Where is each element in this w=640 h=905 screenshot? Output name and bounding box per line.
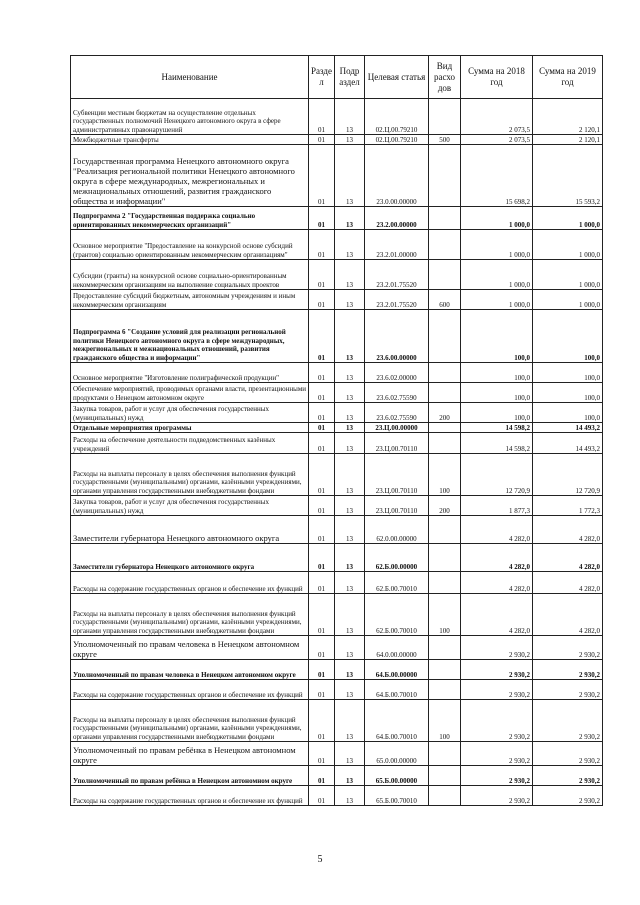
row-sum-2018-cell: 2 930,2 xyxy=(461,660,533,680)
row-target-article-cell: 64.Б.00.70010 xyxy=(365,680,429,700)
header-expense-type: Вид расхо дов xyxy=(429,56,461,99)
row-name-cell: Закупка товаров, работ и услуг для обеспечения государственных (муниципальных) нужд xyxy=(71,403,309,423)
row-expense-type-cell xyxy=(429,363,461,383)
row-sum-2019-cell: 1 772,3 xyxy=(533,496,603,516)
row-target-article-cell: 23.0.00.00000 xyxy=(365,145,429,207)
row-name-cell: Подпрограмма 6 "Создание условий для реализации региональной политики Ненецкого автономного округа в сфере международных, межрегиональных и межнациональных отношений, развития гражданского общества и информации" xyxy=(71,310,309,363)
row-expense-type-cell xyxy=(429,423,461,433)
row-target-article-cell: 02.Ц.00.79210 xyxy=(365,99,429,135)
row-razdel-cell: 01 xyxy=(309,766,335,786)
row-sum-2019-cell: 2 120,1 xyxy=(533,99,603,135)
row-sum-2019-cell: 1 000,0 xyxy=(533,290,603,310)
row-razdel-cell: 01 xyxy=(309,135,335,145)
row-expense-type-cell xyxy=(429,516,461,544)
row-razdel-cell: 01 xyxy=(309,700,335,742)
row-podrazdel-cell: 13 xyxy=(335,700,365,742)
row-sum-2019-cell: 2 930,2 xyxy=(533,660,603,680)
table-row xyxy=(71,207,603,230)
row-target-article-cell: 23.6.02.75590 xyxy=(365,403,429,423)
row-razdel-cell: 01 xyxy=(309,660,335,680)
row-sum-2019-cell: 1 000,0 xyxy=(533,207,603,230)
row-expense-type-cell xyxy=(429,742,461,766)
row-razdel-cell: 01 xyxy=(309,383,335,403)
row-podrazdel-cell: 13 xyxy=(335,454,365,496)
row-podrazdel-cell: 13 xyxy=(335,766,365,786)
table-row xyxy=(71,516,603,544)
table-row xyxy=(71,660,603,680)
row-expense-type-cell xyxy=(429,207,461,230)
row-podrazdel-cell: 13 xyxy=(335,636,365,660)
row-sum-2018-cell: 2 930,2 xyxy=(461,680,533,700)
row-target-article-cell: 02.Ц.00.79210 xyxy=(365,135,429,145)
row-name-cell: Субвенции местным бюджетам на осуществление отдельных государственных полномочий Ненецкого автономного округа в сфере административных правонарушений xyxy=(71,99,309,135)
table-row xyxy=(71,403,603,423)
table-row xyxy=(71,680,603,700)
row-expense-type-cell xyxy=(429,260,461,290)
row-name-cell: Основное мероприятие "Изготовление полиграфической продукции" xyxy=(71,363,309,383)
row-expense-type-cell xyxy=(429,99,461,135)
row-name-cell: Заместители губернатора Ненецкого автономного округа xyxy=(71,544,309,572)
row-name-cell: Государственная программа Ненецкого автономного округа "Реализация региональной политики Ненецкого автономного округа в сфере международных, межрегиональных и межнациональных отношений, развития гражданского общества и информации" xyxy=(71,145,309,207)
row-razdel-cell: 01 xyxy=(309,145,335,207)
row-podrazdel-cell: 13 xyxy=(335,99,365,135)
row-name-cell: Предоставление субсидий бюджетным, автономным учреждениям и иным некоммерческим организациям xyxy=(71,290,309,310)
row-target-article-cell: 23.Ц.00.70110 xyxy=(365,433,429,454)
row-expense-type-cell xyxy=(429,766,461,786)
table-row xyxy=(71,99,603,135)
row-podrazdel-cell: 13 xyxy=(335,433,365,454)
row-target-article-cell: 23.6.02.00000 xyxy=(365,363,429,383)
row-sum-2018-cell: 4 282,0 xyxy=(461,572,533,594)
row-name-cell: Субсидии (гранты) на конкурсной основе социально-ориентированным некоммерческим организациям на выполнение социальных проектов xyxy=(71,260,309,290)
row-sum-2019-cell: 100,0 xyxy=(533,310,603,363)
row-sum-2018-cell: 2 930,2 xyxy=(461,766,533,786)
row-sum-2018-cell: 4 282,0 xyxy=(461,544,533,572)
row-target-article-cell: 65.Б.00.00000 xyxy=(365,766,429,786)
row-sum-2018-cell: 1 000,0 xyxy=(461,230,533,260)
row-podrazdel-cell: 13 xyxy=(335,572,365,594)
table-row xyxy=(71,433,603,454)
row-name-cell: Уполномоченный по правам человека в Ненецком автономном округе xyxy=(71,660,309,680)
row-sum-2019-cell: 4 282,0 xyxy=(533,516,603,544)
row-podrazdel-cell: 13 xyxy=(335,383,365,403)
row-podrazdel-cell: 13 xyxy=(335,207,365,230)
row-sum-2019-cell: 100,0 xyxy=(533,363,603,383)
row-podrazdel-cell: 13 xyxy=(335,680,365,700)
row-podrazdel-cell: 13 xyxy=(335,230,365,260)
row-razdel-cell: 01 xyxy=(309,594,335,636)
row-razdel-cell: 01 xyxy=(309,290,335,310)
table-row xyxy=(71,636,603,660)
row-razdel-cell: 01 xyxy=(309,403,335,423)
table-row xyxy=(71,454,603,496)
row-sum-2019-cell: 2 120,1 xyxy=(533,135,603,145)
row-target-article-cell: 64.Б.00.70010 xyxy=(365,700,429,742)
table-row xyxy=(71,145,603,207)
row-target-article-cell: 62.0.00.00000 xyxy=(365,516,429,544)
row-podrazdel-cell: 13 xyxy=(335,660,365,680)
row-sum-2018-cell: 1 877,3 xyxy=(461,496,533,516)
header-podrazdel: Подр аздел xyxy=(335,56,365,99)
row-target-article-cell: 23.Ц.00.70110 xyxy=(365,496,429,516)
row-target-article-cell: 23.6.02.75590 xyxy=(365,383,429,403)
row-podrazdel-cell: 13 xyxy=(335,290,365,310)
row-razdel-cell: 01 xyxy=(309,454,335,496)
row-expense-type-cell xyxy=(429,230,461,260)
row-razdel-cell: 01 xyxy=(309,423,335,433)
row-name-cell: Расходы на содержание государственных органов и обеспечение их функций xyxy=(71,680,309,700)
row-expense-type-cell xyxy=(429,786,461,806)
row-razdel-cell: 01 xyxy=(309,636,335,660)
row-name-cell: Расходы на содержание государственных органов и обеспечение их функций xyxy=(71,786,309,806)
row-expense-type-cell: 200 xyxy=(429,496,461,516)
row-podrazdel-cell: 13 xyxy=(335,423,365,433)
row-razdel-cell: 01 xyxy=(309,433,335,454)
row-sum-2018-cell: 100,0 xyxy=(461,403,533,423)
table-row xyxy=(71,260,603,290)
row-expense-type-cell xyxy=(429,383,461,403)
row-name-cell: Обеспечение мероприятий, проводимых органами власти, презентационными продуктами о Ненецком автономном округе xyxy=(71,383,309,403)
row-razdel-cell: 01 xyxy=(309,260,335,290)
row-podrazdel-cell: 13 xyxy=(335,260,365,290)
row-expense-type-cell xyxy=(429,636,461,660)
table-row xyxy=(71,310,603,363)
table-row xyxy=(71,290,603,310)
row-podrazdel-cell: 13 xyxy=(335,496,365,516)
row-name-cell: Уполномоченный по правам ребёнка в Ненецком автономном округе xyxy=(71,766,309,786)
row-sum-2019-cell: 1 000,0 xyxy=(533,260,603,290)
row-sum-2018-cell: 2 930,2 xyxy=(461,742,533,766)
row-sum-2018-cell: 2 930,2 xyxy=(461,786,533,806)
row-podrazdel-cell: 13 xyxy=(335,786,365,806)
row-target-article-cell: 64.0.00.00000 xyxy=(365,636,429,660)
table-row xyxy=(71,700,603,742)
row-name-cell: Уполномоченный по правам ребёнка в Ненецком автономном округе xyxy=(71,742,309,766)
table-row xyxy=(71,423,603,433)
row-razdel-cell: 01 xyxy=(309,99,335,135)
table-row xyxy=(71,766,603,786)
row-sum-2018-cell: 100,0 xyxy=(461,310,533,363)
row-podrazdel-cell: 13 xyxy=(335,310,365,363)
row-sum-2018-cell: 1 000,0 xyxy=(461,290,533,310)
row-sum-2019-cell: 2 930,2 xyxy=(533,700,603,742)
row-expense-type-cell: 100 xyxy=(429,700,461,742)
table-body xyxy=(71,99,603,806)
row-target-article-cell: 23.2.01.75520 xyxy=(365,290,429,310)
table-row xyxy=(71,383,603,403)
row-razdel-cell: 01 xyxy=(309,207,335,230)
row-target-article-cell: 62.Б.00.00000 xyxy=(365,544,429,572)
table-row xyxy=(71,135,603,145)
header-name: Наименование xyxy=(71,56,309,99)
table-header-row xyxy=(71,56,603,99)
row-razdel-cell: 01 xyxy=(309,310,335,363)
row-sum-2019-cell: 12 720,9 xyxy=(533,454,603,496)
row-sum-2018-cell: 14 598,2 xyxy=(461,433,533,454)
row-target-article-cell: 23.Ц.00.70110 xyxy=(365,454,429,496)
row-sum-2019-cell: 4 282,0 xyxy=(533,544,603,572)
row-podrazdel-cell: 13 xyxy=(335,363,365,383)
row-sum-2019-cell: 1 000,0 xyxy=(533,230,603,260)
row-podrazdel-cell: 13 xyxy=(335,516,365,544)
table-row xyxy=(71,363,603,383)
row-target-article-cell: 23.6.00.00000 xyxy=(365,310,429,363)
table-row xyxy=(71,572,603,594)
row-sum-2019-cell: 2 930,2 xyxy=(533,680,603,700)
row-target-article-cell: 62.Б.00.70010 xyxy=(365,572,429,594)
row-razdel-cell: 01 xyxy=(309,742,335,766)
row-expense-type-cell xyxy=(429,572,461,594)
row-expense-type-cell: 100 xyxy=(429,454,461,496)
row-expense-type-cell xyxy=(429,544,461,572)
table-row xyxy=(71,594,603,636)
header-sum-2019: Сумма на 2019 год xyxy=(533,56,603,99)
row-razdel-cell: 01 xyxy=(309,363,335,383)
row-sum-2018-cell: 1 000,0 xyxy=(461,207,533,230)
row-target-article-cell: 23.2.00.00000 xyxy=(365,207,429,230)
row-sum-2018-cell: 2 073,5 xyxy=(461,135,533,145)
row-name-cell: Подпрограмма 2 "Государственная поддержка социально ориентированных некоммерческих организаций" xyxy=(71,207,309,230)
header-sum-2018: Сумма на 2018 год xyxy=(461,56,533,99)
row-expense-type-cell: 600 xyxy=(429,290,461,310)
table-row xyxy=(71,496,603,516)
row-sum-2019-cell: 14 493,2 xyxy=(533,433,603,454)
row-podrazdel-cell: 13 xyxy=(335,594,365,636)
row-podrazdel-cell: 13 xyxy=(335,135,365,145)
page-number: 5 xyxy=(317,854,323,865)
row-sum-2019-cell: 2 930,2 xyxy=(533,786,603,806)
row-name-cell: Расходы на выплаты персоналу в целях обеспечения выполнения функций государственными (муниципальными) органами, казёнными учреждениями, органами управления государственными внебюджетными фондами xyxy=(71,700,309,742)
row-sum-2019-cell: 2 930,2 xyxy=(533,742,603,766)
row-target-article-cell: 65.0.00.00000 xyxy=(365,742,429,766)
row-razdel-cell: 01 xyxy=(309,786,335,806)
row-razdel-cell: 01 xyxy=(309,230,335,260)
row-podrazdel-cell: 13 xyxy=(335,403,365,423)
row-name-cell: Заместители губернатора Ненецкого автономного округа xyxy=(71,516,309,544)
header-razdel: Разде л xyxy=(309,56,335,99)
budget-table xyxy=(70,55,603,806)
row-sum-2019-cell: 100,0 xyxy=(533,383,603,403)
row-target-article-cell: 23.2.01.75520 xyxy=(365,260,429,290)
row-sum-2018-cell: 2 930,2 xyxy=(461,700,533,742)
row-sum-2019-cell: 2 930,2 xyxy=(533,636,603,660)
row-podrazdel-cell: 13 xyxy=(335,544,365,572)
row-sum-2018-cell: 15 698,2 xyxy=(461,145,533,207)
row-expense-type-cell: 100 xyxy=(429,594,461,636)
row-razdel-cell: 01 xyxy=(309,680,335,700)
row-razdel-cell: 01 xyxy=(309,544,335,572)
row-expense-type-cell: 500 xyxy=(429,135,461,145)
row-expense-type-cell xyxy=(429,145,461,207)
row-razdel-cell: 01 xyxy=(309,496,335,516)
row-target-article-cell: 23.2.01.00000 xyxy=(365,230,429,260)
row-expense-type-cell: 200 xyxy=(429,403,461,423)
row-podrazdel-cell: 13 xyxy=(335,145,365,207)
row-target-article-cell: 64.Б.00.00000 xyxy=(365,660,429,680)
row-name-cell: Основное мероприятие "Предоставление на конкурсной основе субсидий (грантов) социально ориентированным некоммерческим организациям" xyxy=(71,230,309,260)
row-name-cell: Отдельные мероприятия программы xyxy=(71,423,309,433)
row-razdel-cell: 01 xyxy=(309,516,335,544)
row-sum-2019-cell: 14 493,2 xyxy=(533,423,603,433)
row-sum-2018-cell: 4 282,0 xyxy=(461,516,533,544)
row-target-article-cell: 65.Б.00.70010 xyxy=(365,786,429,806)
table-row xyxy=(71,786,603,806)
row-expense-type-cell xyxy=(429,660,461,680)
row-sum-2019-cell: 4 282,0 xyxy=(533,594,603,636)
row-sum-2018-cell: 1 000,0 xyxy=(461,260,533,290)
table-row xyxy=(71,742,603,766)
row-sum-2019-cell: 100,0 xyxy=(533,403,603,423)
row-razdel-cell: 01 xyxy=(309,572,335,594)
table-row xyxy=(71,230,603,260)
row-sum-2018-cell: 2 073,5 xyxy=(461,99,533,135)
row-name-cell: Расходы на обеспечение деятельности подведомственных казённых учреждений xyxy=(71,433,309,454)
row-sum-2018-cell: 14 598,2 xyxy=(461,423,533,433)
row-target-article-cell: 23.Ц.00.00000 xyxy=(365,423,429,433)
row-name-cell: Уполномоченный по правам человека в Ненецком автономном округе xyxy=(71,636,309,660)
row-expense-type-cell xyxy=(429,433,461,454)
row-sum-2019-cell: 2 930,2 xyxy=(533,766,603,786)
row-sum-2019-cell: 4 282,0 xyxy=(533,572,603,594)
row-name-cell: Закупка товаров, работ и услуг для обеспечения государственных (муниципальных) нужд xyxy=(71,496,309,516)
row-sum-2019-cell: 15 593,2 xyxy=(533,145,603,207)
row-sum-2018-cell: 2 930,2 xyxy=(461,636,533,660)
row-sum-2018-cell: 100,0 xyxy=(461,383,533,403)
row-sum-2018-cell: 100,0 xyxy=(461,363,533,383)
row-name-cell: Расходы на содержание государственных органов и обеспечение их функций xyxy=(71,572,309,594)
row-sum-2018-cell: 4 282,0 xyxy=(461,594,533,636)
row-podrazdel-cell: 13 xyxy=(335,742,365,766)
row-expense-type-cell xyxy=(429,680,461,700)
row-name-cell: Расходы на выплаты персоналу в целях обеспечения выполнения функций государственными (муниципальными) органами, казёнными учреждениями, органами управления государственными внебюджетными фондами xyxy=(71,454,309,496)
table-row xyxy=(71,544,603,572)
row-target-article-cell: 62.Б.00.70010 xyxy=(365,594,429,636)
header-target-article: Целевая статья xyxy=(365,56,429,99)
row-name-cell: Расходы на выплаты персоналу в целях обеспечения выполнения функций государственными (муниципальными) органами, казёнными учреждениями, органами управления государственными внебюджетными фондами xyxy=(71,594,309,636)
row-expense-type-cell xyxy=(429,310,461,363)
row-name-cell: Межбюджетные трансферты xyxy=(71,135,309,145)
row-sum-2018-cell: 12 720,9 xyxy=(461,454,533,496)
